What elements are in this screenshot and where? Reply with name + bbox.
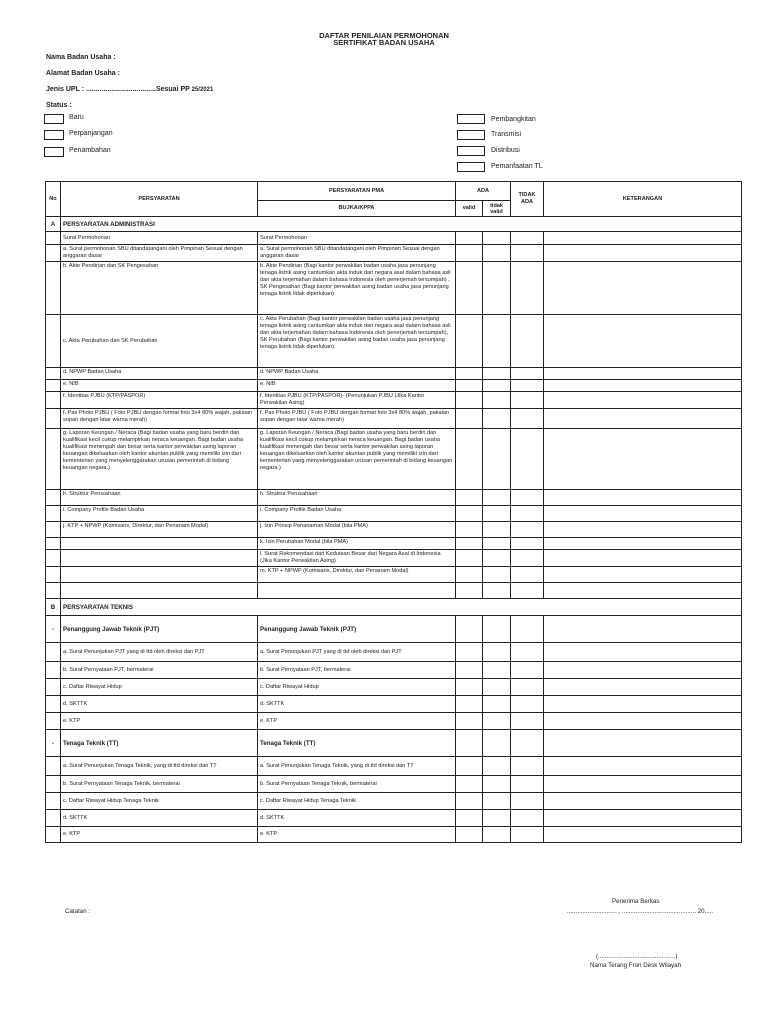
- section-a-row-keterangan-cell[interactable]: [544, 409, 742, 429]
- persyaratan-cell: c. Akta Perubahan dan SK Perubahan: [61, 315, 258, 368]
- section-a-row-keterangan-cell[interactable]: [544, 368, 742, 380]
- table-row: [46, 550, 742, 567]
- pjt-row-valid-cell[interactable]: [456, 713, 483, 730]
- persyaratan-pma-cell: l. Surat Rekomendasi dari Kedutaan Besar dari Negara Asal di Indonesia (Jika Kantor Perwakilan Asing): [258, 550, 456, 567]
- doc-title-line1: DAFTAR PENILAIAN PERMOHONAN: [319, 31, 449, 40]
- jenis-upl-pp: 25/2021: [191, 87, 214, 93]
- persyaratan-pma-cell: e. KTP: [258, 713, 456, 730]
- pjt-heading-valid-cell[interactable]: [456, 616, 483, 643]
- table-row: [46, 315, 742, 368]
- section-a-row-keterangan-cell[interactable]: [544, 490, 742, 506]
- section-a-no: A: [46, 217, 61, 232]
- persyaratan-cell: h. Struktur Perusahaan: [61, 490, 258, 506]
- table-row: [46, 616, 742, 643]
- row-no-cell: [46, 776, 61, 793]
- section-a-row-tidak-valid-cell[interactable]: [483, 315, 511, 368]
- tt-row-tidak-ada-cell[interactable]: [511, 793, 544, 810]
- table-row: [46, 429, 742, 490]
- row-no-cell: [46, 696, 61, 713]
- pjt-row-valid-cell[interactable]: [456, 696, 483, 713]
- row-no-cell: [46, 368, 61, 380]
- checkbox-transmisi[interactable]: [457, 130, 485, 140]
- persyaratan-pma-cell: b. Surat Pernyataan PJT, bermaterai: [258, 662, 456, 679]
- pjt-heading: Penanggung Jawab Teknik (PJT): [61, 616, 258, 643]
- row-no-cell: [46, 567, 61, 583]
- section-a-row-keterangan-cell[interactable]: [544, 506, 742, 522]
- tt-row-tidak-ada-cell[interactable]: [511, 757, 544, 776]
- nama-terang-label: Nama Terang Fron Desk Wilayah: [590, 962, 682, 969]
- pjt-heading-keterangan-cell[interactable]: [544, 616, 742, 643]
- jenis-upl-prefix: Jenis UPL : ....................................Sesuai PP: [46, 86, 192, 93]
- section-a-row-keterangan-cell[interactable]: [544, 429, 742, 490]
- row-no-cell: [46, 713, 61, 730]
- col-header-keterangan: KETERANGAN: [544, 182, 742, 217]
- section-b-no: B: [46, 599, 61, 616]
- section-a-row-tidak-ada-cell[interactable]: [511, 550, 544, 567]
- section-a-row-tidak-valid-cell[interactable]: [483, 567, 511, 583]
- tt-heading-keterangan-cell[interactable]: [544, 730, 742, 757]
- section-a-row-tidak-ada-cell[interactable]: [511, 538, 544, 550]
- requirements-table: [45, 181, 742, 843]
- pjt-row-keterangan-cell[interactable]: [544, 696, 742, 713]
- pjt-row-tidak-valid-cell[interactable]: [483, 713, 511, 730]
- tt-row-tidak-valid-cell[interactable]: [483, 827, 511, 843]
- checkbox-baru-label: Baru: [69, 114, 84, 121]
- row-no-cell: [46, 827, 61, 843]
- persyaratan-cell: g. Laporan Keungan / Neraca (Bagi badan usaha yang baru berdiri dan kualifikasi kecil cukup melampirkan neraca keuangan. Bagi badan usaha kualifikasi menengah dan besar serta kantor perwakilan asing laporan keuangan dikeluarkan oleh kantor akuntan publik yang memiliki izin dari kementerian yang menyelenggarakan urusan pemerintah di bidang keuangan negara.): [61, 429, 258, 490]
- col-header-persyaratan: PERSYARATAN: [61, 182, 258, 217]
- tt-row-tidak-valid-cell[interactable]: [483, 757, 511, 776]
- checkbox-perpanjangan[interactable]: [44, 130, 64, 140]
- table-row: [46, 643, 742, 662]
- table-row: [46, 793, 742, 810]
- table-row: [46, 583, 742, 599]
- section-a-row-tidak-ada-cell[interactable]: [511, 315, 544, 368]
- row-no-cell: [46, 643, 61, 662]
- tt-heading-tidak-ada-cell[interactable]: [511, 730, 544, 757]
- section-a-row-tidak-ada-cell[interactable]: [511, 262, 544, 315]
- section-a-row-tidak-ada-cell[interactable]: [511, 522, 544, 538]
- section-a-row-valid-cell[interactable]: [456, 232, 483, 245]
- table-row: [46, 522, 742, 538]
- table-row: [46, 713, 742, 730]
- persyaratan-pma-cell: f. Identitas PJBU (KTP/PASPOR)- (Penunjukan PJBU (Jika Kantor Perwakilan Asing): [258, 392, 456, 409]
- persyaratan-cell: e. NIB: [61, 380, 258, 392]
- checkbox-perpanjangan-label: Perpanjangan: [69, 130, 113, 137]
- section-a-row-tidak-valid-cell[interactable]: [483, 232, 511, 245]
- section-a-row-tidak-valid-cell[interactable]: [483, 506, 511, 522]
- persyaratan-pma-cell: g. Laporan Keungan / Neraca (Bagi badan usaha yang baru berdiri dan kualifikasi kecil cukup melampirkan neraca keuangan. Bagi badan usaha kualifikasi menengah dan besar serta kantor perwakilan asing laporan keuangan dikeluarkan oleh kantor akuntan publik yang memiliki izin dari kementerian yang menyelenggarakan urusan pemerintah di bidang keuangan negara.): [258, 429, 456, 490]
- row-no-cell: [46, 429, 61, 490]
- pjt-row-valid-cell[interactable]: [456, 662, 483, 679]
- pjt-row-tidak-ada-cell[interactable]: [511, 643, 544, 662]
- table-row: [46, 662, 742, 679]
- tt-row-keterangan-cell[interactable]: [544, 776, 742, 793]
- persyaratan-pma-cell: c. Daftar Riwayat Hidup Tenaga Teknik: [258, 793, 456, 810]
- tt-row-valid-cell[interactable]: [456, 810, 483, 827]
- checkbox-distribusi[interactable]: [457, 146, 485, 156]
- tt-heading-valid-cell[interactable]: [456, 730, 483, 757]
- catatan-label: Catatan :: [65, 908, 91, 915]
- table-row: [46, 776, 742, 793]
- row-no-cell: [46, 506, 61, 522]
- persyaratan-pma-cell: d. NPWP Badan Usaha: [258, 368, 456, 380]
- checkbox-penambahan[interactable]: [44, 147, 64, 157]
- pjt-row-valid-cell[interactable]: [456, 643, 483, 662]
- tt-row-keterangan-cell[interactable]: [544, 810, 742, 827]
- signature-line: (.............................................): [596, 953, 678, 960]
- persyaratan-cell: e. KTP: [61, 713, 258, 730]
- doc-title-line2: SERTIFIKAT BADAN USAHA: [333, 38, 435, 47]
- pjt-heading-tidak-ada-cell[interactable]: [511, 616, 544, 643]
- section-a-row-valid-cell[interactable]: [456, 245, 483, 262]
- jenis-upl-label: [46, 86, 213, 93]
- table-row: [46, 599, 742, 616]
- persyaratan-pma-cell: a. Surat Penunjukan PJT yang di ttd oleh direksi dan PJT: [258, 643, 456, 662]
- date-line: ............................. , ........................................... 20.....: [567, 908, 714, 915]
- persyaratan-pma-cell: d. SKTTK: [258, 810, 456, 827]
- section-a-row-keterangan-cell[interactable]: [544, 380, 742, 392]
- row-no-cell: [46, 380, 61, 392]
- persyaratan-cell: [61, 550, 258, 567]
- section-a-row-keterangan-cell[interactable]: [544, 262, 742, 315]
- table-row: [46, 757, 742, 776]
- section-a-row-valid-cell[interactable]: [456, 380, 483, 392]
- table-row: [46, 490, 742, 506]
- persyaratan-pma-cell: Surat Permohonan: [258, 232, 456, 245]
- tt-row-tidak-valid-cell[interactable]: [483, 810, 511, 827]
- pjt-row-tidak-valid-cell[interactable]: [483, 643, 511, 662]
- persyaratan-pma-cell: [258, 583, 456, 599]
- col-header-bujka-kppa: BUJKA/KPPA: [258, 201, 456, 217]
- persyaratan-cell: a. Surat Penunjukan Tenaga Teknik, yang di ttd direksi dan TT: [61, 757, 258, 776]
- row-no-cell: [46, 793, 61, 810]
- section-a-row-valid-cell[interactable]: [456, 490, 483, 506]
- row-no-cell: [46, 538, 61, 550]
- persyaratan-cell: [61, 567, 258, 583]
- section-a-row-valid-cell[interactable]: [456, 506, 483, 522]
- tt-no: -: [46, 730, 61, 757]
- pjt-row-tidak-ada-cell[interactable]: [511, 679, 544, 696]
- section-a-row-keterangan-cell[interactable]: [544, 550, 742, 567]
- table-row: [46, 538, 742, 550]
- section-a-row-tidak-ada-cell[interactable]: [511, 368, 544, 380]
- tt-row-tidak-ada-cell[interactable]: [511, 776, 544, 793]
- col-header-no: No: [46, 182, 61, 217]
- persyaratan-cell: c. Daftar Riwayat Hidup Tenaga Teknik: [61, 793, 258, 810]
- section-a-row-valid-cell[interactable]: [456, 550, 483, 567]
- table-row: [46, 827, 742, 843]
- checkbox-pemanfaatan-tl[interactable]: [457, 162, 485, 172]
- persyaratan-cell: f. Identitas PJBU (KTP/PASPOR): [61, 392, 258, 409]
- tt-row-valid-cell[interactable]: [456, 757, 483, 776]
- checkbox-transmisi-label: Transmisi: [491, 131, 522, 138]
- table-row: [46, 730, 742, 757]
- pjt-row-tidak-ada-cell[interactable]: [511, 662, 544, 679]
- section-a-row-keterangan-cell[interactable]: [544, 538, 742, 550]
- persyaratan-pma-cell: k. Izin Perubahan Modal (bila PMA): [258, 538, 456, 550]
- section-a-row-valid-cell[interactable]: [456, 368, 483, 380]
- nama-badan-usaha-label: Nama Badan Usaha :: [46, 54, 116, 61]
- persyaratan-pma-cell: h. Struktur Perusahaan: [258, 490, 456, 506]
- checkbox-baru[interactable]: [44, 114, 64, 124]
- col-header-valid: valid: [456, 201, 483, 217]
- persyaratan-pma-cell: a. Surat permohonan SBU ditandatangani oleh Pimpinan Sesuai dengan anggaran dasar: [258, 245, 456, 262]
- persyaratan-cell: c. Daftar Riwayat Hidup: [61, 679, 258, 696]
- section-a-row-keterangan-cell[interactable]: [544, 567, 742, 583]
- tt-row-tidak-ada-cell[interactable]: [511, 827, 544, 843]
- persyaratan-pma-cell: b. Akte Pendirian (Bagi kantor perwakilan badan usaha jasa penunjang tenaga listrik asing cantumkan akta induk dari negara asal dalam bahasa asli dan akta terjemahan dalam bahasa Indonesia oleh penerjemah tersumpah) , SK Pengesahan (Bagi kantor perwakilan asing badan usaha jasa penunjang tenaga listrik tidak diperlukan): [258, 262, 456, 315]
- section-a-row-tidak-ada-cell[interactable]: [511, 567, 544, 583]
- persyaratan-cell: [61, 538, 258, 550]
- persyaratan-cell: Surat Permohonan: [61, 232, 258, 245]
- tt-heading: Tenaga Teknik (TT): [61, 730, 258, 757]
- persyaratan-cell: [61, 583, 258, 599]
- tt-row-tidak-ada-cell[interactable]: [511, 810, 544, 827]
- row-no-cell: [46, 662, 61, 679]
- table-row: [46, 262, 742, 315]
- section-a-row-tidak-ada-cell[interactable]: [511, 429, 544, 490]
- row-no-cell: [46, 232, 61, 245]
- pjt-heading-pma: Penanggung Jawab Teknik (PJT): [258, 616, 456, 643]
- row-no-cell: [46, 262, 61, 315]
- section-b-title: PERSYARATAN TEKNIS: [61, 599, 742, 616]
- persyaratan-cell: b. Surat Pernyataan Tenaga Teknik, bermaterai: [61, 776, 258, 793]
- col-header-tidak-valid: tidak valid: [483, 201, 511, 217]
- tt-row-valid-cell[interactable]: [456, 793, 483, 810]
- row-no-cell: [46, 583, 61, 599]
- pjt-no: -: [46, 616, 61, 643]
- section-a-row-tidak-valid-cell[interactable]: [483, 583, 511, 599]
- table-row: [46, 696, 742, 713]
- row-no-cell: [46, 392, 61, 409]
- col-header-ada: ADA: [456, 182, 511, 201]
- col-header-persyaratan-pma: PERSYARATAN PMA: [258, 182, 456, 201]
- persyaratan-cell: j. KTP + NPWP (Komisaris, Direktur, dan Penanam Modal): [61, 522, 258, 538]
- table-row: [46, 679, 742, 696]
- tt-row-keterangan-cell[interactable]: [544, 793, 742, 810]
- alamat-badan-usaha-label: Alamat Badan Usaha :: [46, 70, 120, 77]
- section-a-row-valid-cell[interactable]: [456, 315, 483, 368]
- table-row: [46, 368, 742, 380]
- section-a-row-tidak-valid-cell[interactable]: [483, 380, 511, 392]
- section-a-row-tidak-ada-cell[interactable]: [511, 245, 544, 262]
- table-row: [46, 810, 742, 827]
- section-a-row-tidak-valid-cell[interactable]: [483, 429, 511, 490]
- section-a-row-tidak-ada-cell[interactable]: [511, 506, 544, 522]
- section-a-row-valid-cell[interactable]: [456, 538, 483, 550]
- persyaratan-cell: i. Company Profile Badan Usaha: [61, 506, 258, 522]
- persyaratan-pma-cell: e. KTP: [258, 827, 456, 843]
- pjt-row-tidak-valid-cell[interactable]: [483, 696, 511, 713]
- checkbox-penambahan-label: Penambahan: [69, 147, 111, 154]
- tt-row-keterangan-cell[interactable]: [544, 757, 742, 776]
- persyaratan-pma-cell: e. NIB: [258, 380, 456, 392]
- persyaratan-cell: b. Surat Pernyataan PJT, bermaterai: [61, 662, 258, 679]
- table-row: [46, 245, 742, 262]
- pjt-row-keterangan-cell[interactable]: [544, 679, 742, 696]
- persyaratan-pma-cell: j. Izin Prinsip Penanaman Modal (bila PMA): [258, 522, 456, 538]
- pjt-row-keterangan-cell[interactable]: [544, 643, 742, 662]
- section-a-row-tidak-ada-cell[interactable]: [511, 409, 544, 429]
- tt-heading-pma: Tenaga Teknik (TT): [258, 730, 456, 757]
- pjt-row-tidak-ada-cell[interactable]: [511, 713, 544, 730]
- penerima-berkas-label: Penerima Berkas: [612, 898, 660, 905]
- persyaratan-pma-cell: a. Surat Penunjukan Tenaga Teknik, yang di ttd direksi dan TT: [258, 757, 456, 776]
- section-a-row-valid-cell[interactable]: [456, 409, 483, 429]
- section-a-row-keterangan-cell[interactable]: [544, 583, 742, 599]
- persyaratan-pma-cell: f. Pas Photo PJBU ( Foto PJBU dengan format foto 3x4 80% wajah, pakaian sopan dengan latar warna merah): [258, 409, 456, 429]
- section-a-row-keterangan-cell[interactable]: [544, 522, 742, 538]
- section-a-row-valid-cell[interactable]: [456, 522, 483, 538]
- section-a-title: PERSYARATAN ADMINISTRASI: [61, 217, 742, 232]
- pjt-row-tidak-valid-cell[interactable]: [483, 662, 511, 679]
- section-a-row-valid-cell[interactable]: [456, 567, 483, 583]
- persyaratan-cell: d. SKTTK: [61, 810, 258, 827]
- pjt-heading-tidak-valid-cell[interactable]: [483, 616, 511, 643]
- section-a-row-valid-cell[interactable]: [456, 392, 483, 409]
- persyaratan-pma-cell: c. Daftar Riwayat Hidup: [258, 679, 456, 696]
- pjt-row-valid-cell[interactable]: [456, 679, 483, 696]
- section-a-row-tidak-ada-cell[interactable]: [511, 583, 544, 599]
- persyaratan-pma-cell: m. KTP + NPWP (Komisaris, Direktur, dan Penanam Modal): [258, 567, 456, 583]
- row-no-cell: [46, 522, 61, 538]
- pjt-row-keterangan-cell[interactable]: [544, 662, 742, 679]
- persyaratan-cell: d. NPWP Badan Usaha: [61, 368, 258, 380]
- checkbox-pembangkitan[interactable]: [457, 114, 485, 124]
- section-a-row-valid-cell[interactable]: [456, 262, 483, 315]
- tt-row-valid-cell[interactable]: [456, 776, 483, 793]
- pjt-row-tidak-ada-cell[interactable]: [511, 696, 544, 713]
- section-a-row-valid-cell[interactable]: [456, 583, 483, 599]
- persyaratan-cell: f. Pas Photo PJBU ( Foto PJBU dengan format foto 3x4 80% wajah, pakaian sopan dengan latar warna merah): [61, 409, 258, 429]
- table-row: [46, 217, 742, 232]
- table-row: [46, 506, 742, 522]
- row-no-cell: [46, 490, 61, 506]
- section-a-row-tidak-ada-cell[interactable]: [511, 490, 544, 506]
- persyaratan-cell: b. Akte Pendirian dan SK Pengesahan: [61, 262, 258, 315]
- persyaratan-pma-cell: d. SKTTK: [258, 696, 456, 713]
- row-no-cell: [46, 810, 61, 827]
- table-row: [46, 232, 742, 245]
- row-no-cell: [46, 550, 61, 567]
- section-a-row-tidak-valid-cell[interactable]: [483, 368, 511, 380]
- section-a-row-tidak-valid-cell[interactable]: [483, 522, 511, 538]
- section-a-row-tidak-valid-cell[interactable]: [483, 538, 511, 550]
- table-row: [46, 392, 742, 409]
- section-a-row-tidak-valid-cell[interactable]: [483, 392, 511, 409]
- persyaratan-cell: d. SKTTK: [61, 696, 258, 713]
- status-label: Status :: [46, 102, 72, 109]
- checkbox-pembangkitan-label: Pembangkitan: [491, 116, 536, 123]
- tt-row-keterangan-cell[interactable]: [544, 827, 742, 843]
- row-no-cell: [46, 409, 61, 429]
- section-a-row-keterangan-cell[interactable]: [544, 392, 742, 409]
- table-row: [46, 380, 742, 392]
- section-a-row-tidak-valid-cell[interactable]: [483, 550, 511, 567]
- persyaratan-pma-cell: i. Company Profile Badan Usaha: [258, 506, 456, 522]
- persyaratan-cell: a. Surat Penunjukan PJT yang di ttd oleh direksi dan PJT: [61, 643, 258, 662]
- checkbox-pemanfaatan-tl-label: Pemanfaatan TL: [491, 163, 543, 170]
- col-header-tidak-ada: TIDAK ADA: [511, 182, 544, 217]
- tt-heading-tidak-valid-cell[interactable]: [483, 730, 511, 757]
- tt-row-tidak-valid-cell[interactable]: [483, 793, 511, 810]
- section-a-row-keterangan-cell[interactable]: [544, 232, 742, 245]
- section-a-row-tidak-ada-cell[interactable]: [511, 392, 544, 409]
- row-no-cell: [46, 315, 61, 368]
- row-no-cell: [46, 245, 61, 262]
- section-a-row-tidak-valid-cell[interactable]: [483, 245, 511, 262]
- checkbox-distribusi-label: Distribusi: [491, 147, 520, 154]
- persyaratan-pma-cell: c. Akta Perubahan (Bagi kantor perwakilan badan usaha jasa penunjang tenaga listrik asing cantumkan akta induk dari negara asal dalam bahasa asli dan akta terjemahan dalam bahasa Indonesia oleh penerjemah tersumpah), SK Perubahan (Bagi kantor perwakilan asing badan usaha jasa penunjang tenaga listrik tidak diperlukan): [258, 315, 456, 368]
- section-a-row-tidak-valid-cell[interactable]: [483, 490, 511, 506]
- persyaratan-cell: e. KTP: [61, 827, 258, 843]
- pjt-row-tidak-valid-cell[interactable]: [483, 679, 511, 696]
- section-a-row-valid-cell[interactable]: [456, 429, 483, 490]
- persyaratan-pma-cell: b. Surat Pernyataan Tenaga Teknik, bermaterai: [258, 776, 456, 793]
- section-a-row-keterangan-cell[interactable]: [544, 245, 742, 262]
- section-a-row-tidak-ada-cell[interactable]: [511, 380, 544, 392]
- table-row: [46, 567, 742, 583]
- tt-row-tidak-valid-cell[interactable]: [483, 776, 511, 793]
- pjt-row-keterangan-cell[interactable]: [544, 713, 742, 730]
- persyaratan-cell: a. Surat permohonan SBU ditandatangani oleh Pimpinan Sesuai dengan anggaran dasar: [61, 245, 258, 262]
- section-a-row-tidak-ada-cell[interactable]: [511, 232, 544, 245]
- row-no-cell: [46, 757, 61, 776]
- tt-row-valid-cell[interactable]: [456, 827, 483, 843]
- section-a-row-tidak-valid-cell[interactable]: [483, 262, 511, 315]
- section-a-row-tidak-valid-cell[interactable]: [483, 409, 511, 429]
- row-no-cell: [46, 679, 61, 696]
- table-row: [46, 409, 742, 429]
- requirements-table-body: [46, 182, 742, 843]
- section-a-row-keterangan-cell[interactable]: [544, 315, 742, 368]
